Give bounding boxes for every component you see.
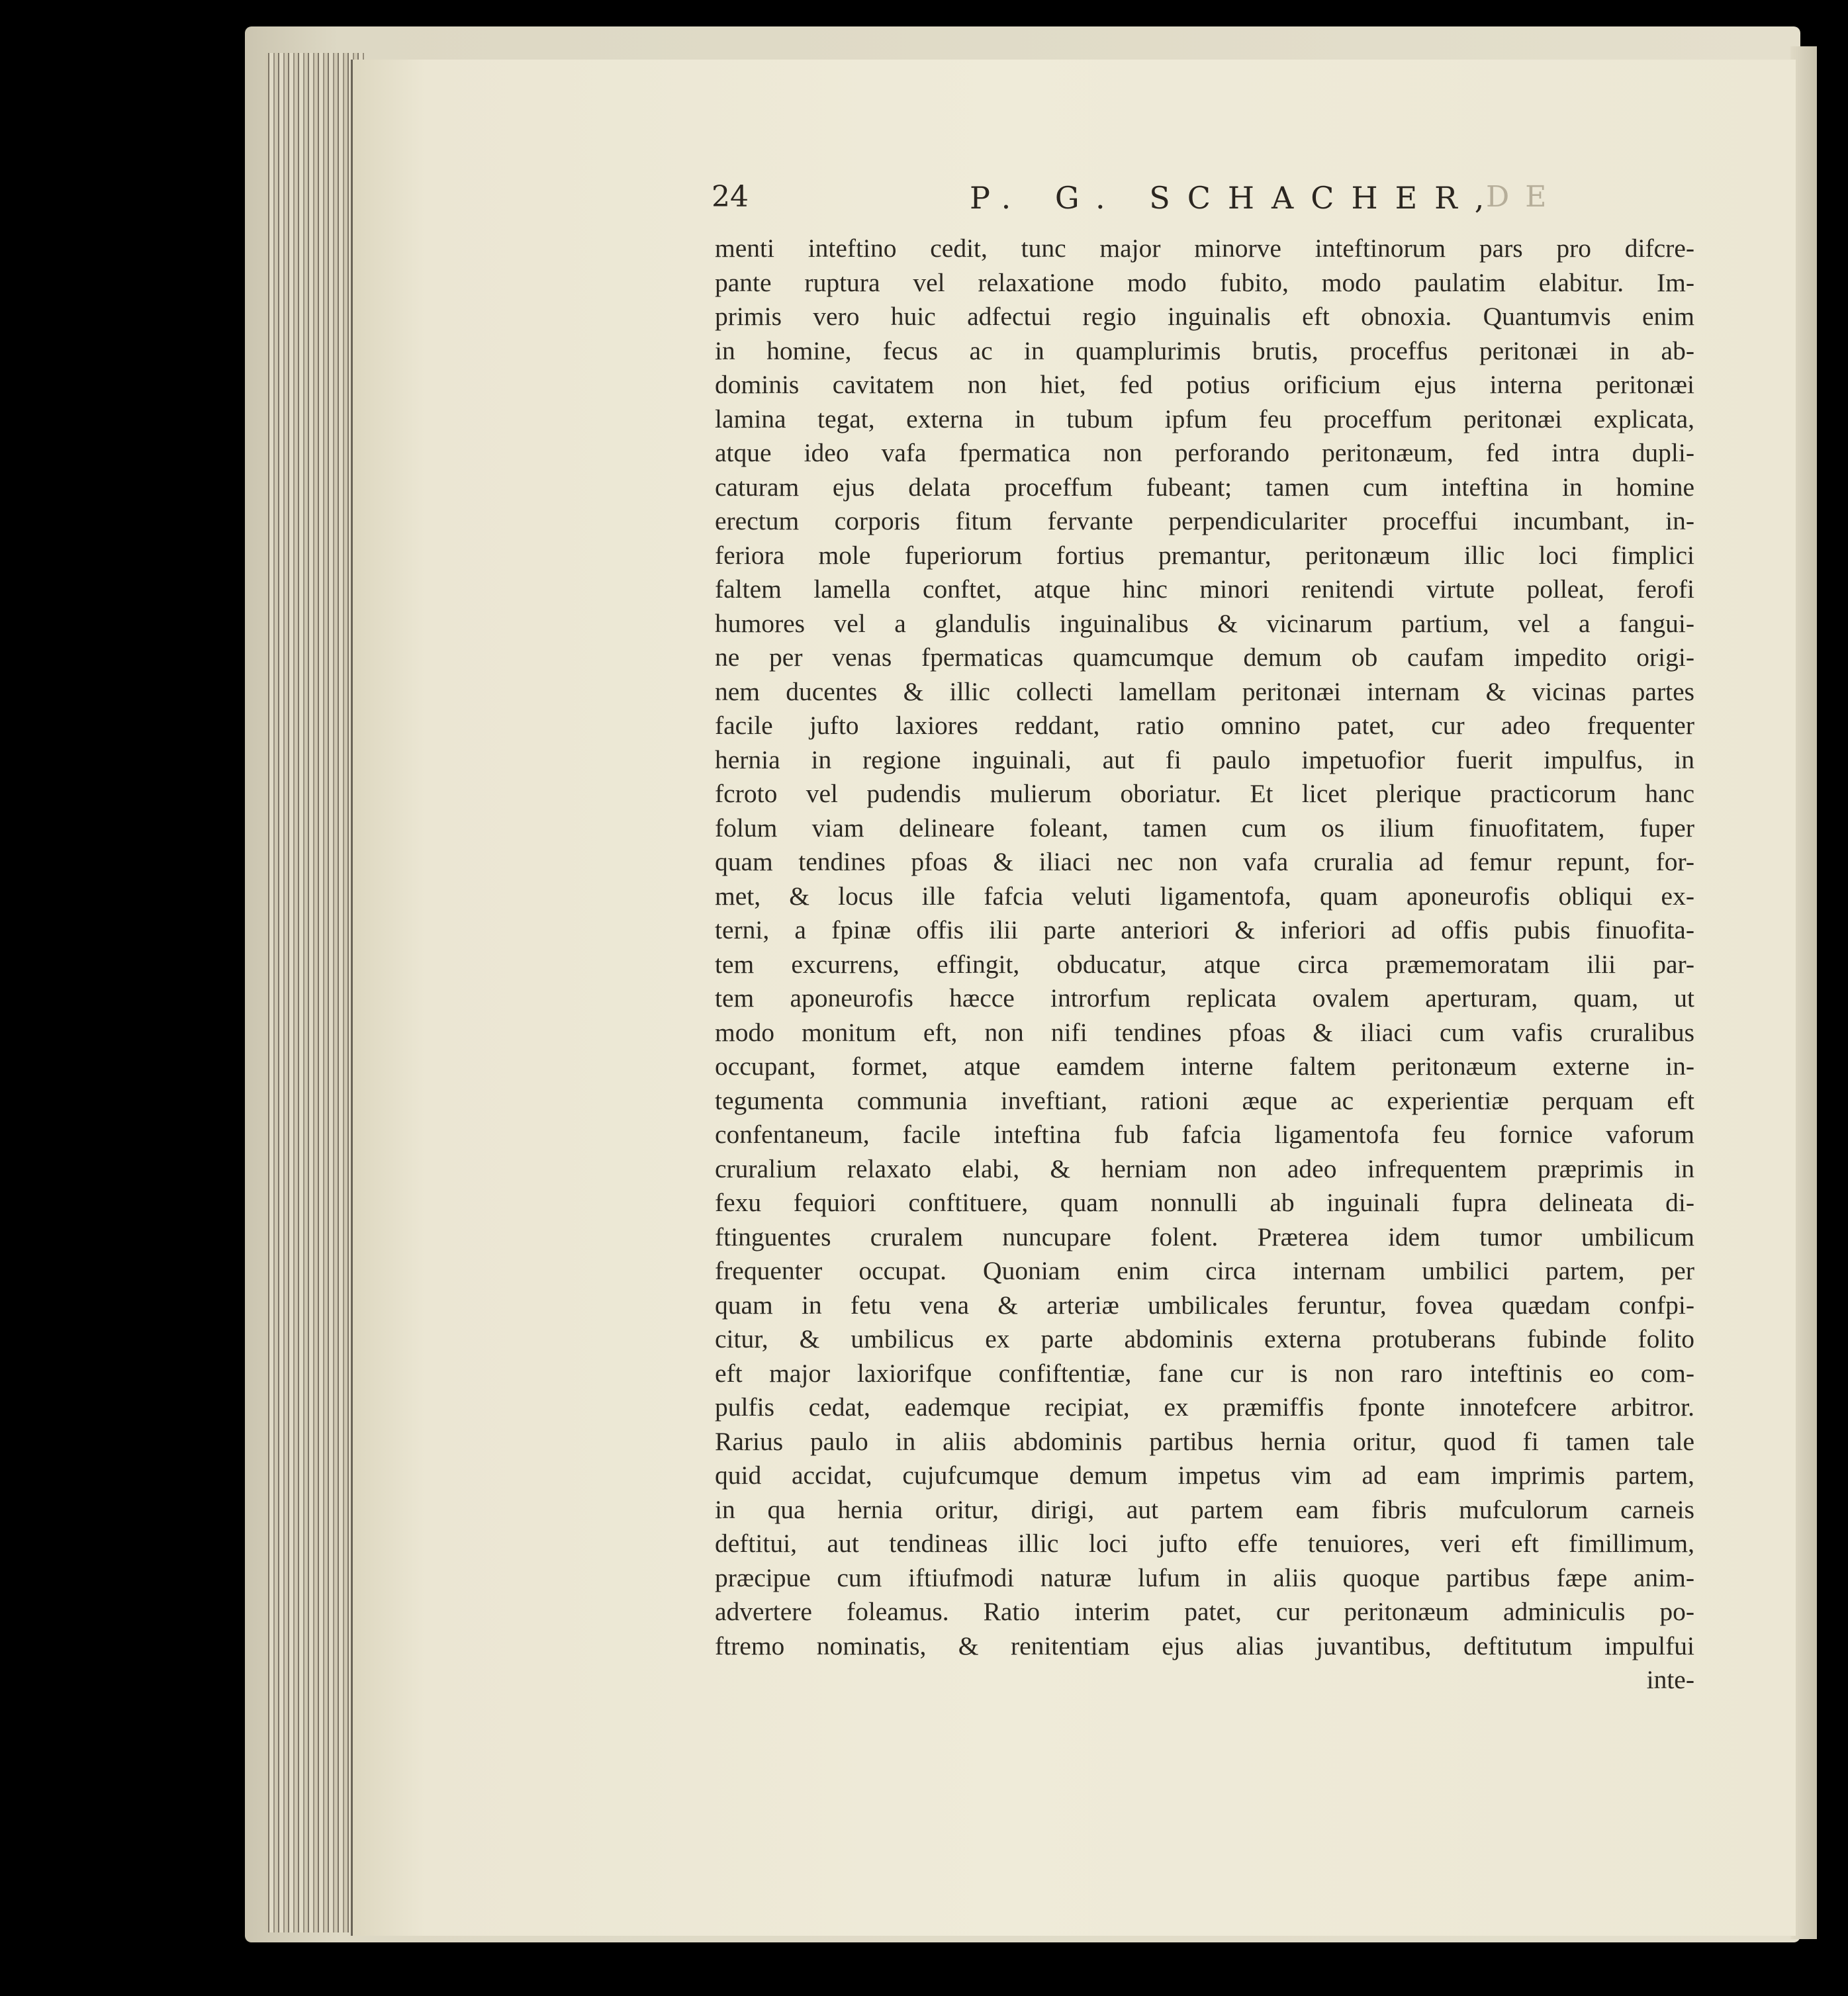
text-line: fexu fequiori conftituere, quam nonnulli ab inguinali fupra delineata di-: [715, 1188, 1694, 1217]
text-line: hernia in regione inguinali, aut fi paulo impetuofior fuerit impulfus, in: [715, 745, 1694, 774]
text-line: nem ducentes & illic collecti lamellam peritonæi internam & vicinas partes: [715, 676, 1694, 706]
text-line: dominis cavitatem non hiet, fed potius orificium ejus interna peritonæi: [715, 370, 1694, 399]
text-line: ftremo nominatis, & renitentiam ejus alias juvantibus, deftitutum impulfui: [715, 1631, 1694, 1660]
text-line: frequenter occupat. Quoniam enim circa internam umbilici partem, per: [715, 1256, 1694, 1285]
text-line: faltem lamella conftet, atque hinc minori renitendi virtute polleat, ferofi: [715, 574, 1694, 604]
text-line: caturam ejus delata proceffum fubeant; tamen cum inteftina in homine: [715, 472, 1694, 502]
text-line: quid accidat, cujufcumque demum impetus vim ad eam imprimis partem,: [715, 1461, 1694, 1490]
text-line: folum viam delineare foleant, tamen cum os ilium finuofitatem, fuper: [715, 813, 1694, 842]
body-text: [715, 232, 1694, 1698]
text-line: tem excurrens, effingit, obducatur, atque circa præmemoratam ilii par-: [715, 949, 1694, 979]
text-line: occupant, formet, atque eamdem interne faltem peritonæum externe in-: [715, 1052, 1694, 1081]
text-line: ftinguentes cruralem nuncupare folent. Præterea idem tumor umbilicum: [715, 1222, 1694, 1251]
text-line: tem aponeurofis hæcce introrfum replicata ovalem aperturam, quam, ut: [715, 983, 1694, 1013]
text-line: in homine, fecus ac in quamplurimis brutis, proceffus peritonæi in ab-: [715, 336, 1694, 365]
text-line: met, & locus ille fafcia veluti ligamentofa, quam aponeurofis obliqui ex-: [715, 881, 1694, 911]
text-line: quam in fetu vena & arteriæ umbilicales feruntur, fovea quædam confpi-: [715, 1290, 1694, 1320]
text-line: pante ruptura vel relaxatione modo fubito, modo paulatim elabitur. Im-: [715, 267, 1694, 297]
text-line: quam tendines pfoas & iliaci nec non vafa cruralia ad femur repunt, for-: [715, 847, 1694, 876]
text-line: deftitui, aut tendineas illic loci jufto effe tenuiores, veri eft fimillimum,: [715, 1529, 1694, 1558]
text-line: atque ideo vafa fpermatica non perforando peritonæum, fed intra dupli-: [715, 438, 1694, 467]
text-line: eft major laxiorifque confiftentiæ, fane cur is non raro inteftinis eo com-: [715, 1358, 1694, 1388]
text-line: facile jufto laxiores reddant, ratio omnino patet, cur adeo frequenter: [715, 711, 1694, 740]
page-edges: [265, 53, 364, 1932]
text-line: ne per venas fpermaticas quamcumque demum ob caufam impedito origi-: [715, 643, 1694, 672]
text-line: primis vero huic adfectui regio inguinalis eft obnoxia. Quantumvis enim: [715, 302, 1694, 331]
page-header: [712, 180, 1704, 220]
text-line: cruralium relaxato elabi, & herniam non adeo infrequentem præprimis in: [715, 1154, 1694, 1183]
text-line: menti inteftino cedit, tunc major minorve inteftinorum pars pro difcre-: [715, 234, 1694, 263]
text-line: pulfis cedat, eademque recipiat, ex præmiffis fponte innotefcere arbitror.: [715, 1392, 1694, 1422]
bleed-through-text: DE: [1486, 180, 1563, 214]
text-line: modo monitum eft, non nifi tendines pfoas & iliaci cum vafis cruralibus: [715, 1017, 1694, 1047]
text-line: tegumenta communia inveftiant, rationi æque ac experientiæ perquam eft: [715, 1085, 1694, 1115]
text-line: Rarius paulo in aliis abdominis partibus hernia oritur, quod fi tamen tale: [715, 1426, 1694, 1456]
text-line: feriora mole fuperiorum fortius premantur, peritonæum illic loci fimplici: [715, 540, 1694, 570]
text-line: citur, & umbilicus ex parte abdominis externa protuberans fubinde folito: [715, 1324, 1694, 1353]
text-line: in qua hernia oritur, dirigi, aut partem eam fibris mufculorum carneis: [715, 1494, 1694, 1524]
text-line: præcipue cum iftiufmodi naturæ lufum in aliis quoque partibus fæpe anim-: [715, 1563, 1694, 1592]
text-line: humores vel a glandulis inguinalibus & vicinarum partium, vel a fangui-: [715, 608, 1694, 638]
text-line: lamina tegat, externa in tubum ipfum feu proceffum peritonæi explicata,: [715, 404, 1694, 433]
text-line: advertere foleamus. Ratio interim patet, cur peritonæum adminiculis po-: [715, 1597, 1694, 1626]
text-line: terni, a fpinæ offis ilii parte anteriori & inferiori ad offis pubis finuofita-: [715, 915, 1694, 944]
text-line: fcroto vel pudendis mulierum oboriatur. Et licet plerique practicorum hanc: [715, 779, 1694, 808]
text-line: erectum corporis fitum fervante perpendiculariter proceffui incumbant, in-: [715, 506, 1694, 535]
text-line: confentaneum, facile inteftina fub fafcia ligamentofa feu fornice vaforum: [715, 1120, 1694, 1149]
page-number: 24: [712, 180, 749, 214]
catchword: inte-: [1646, 1665, 1694, 1694]
running-head: P. G. SCHACHER,: [970, 180, 1502, 216]
